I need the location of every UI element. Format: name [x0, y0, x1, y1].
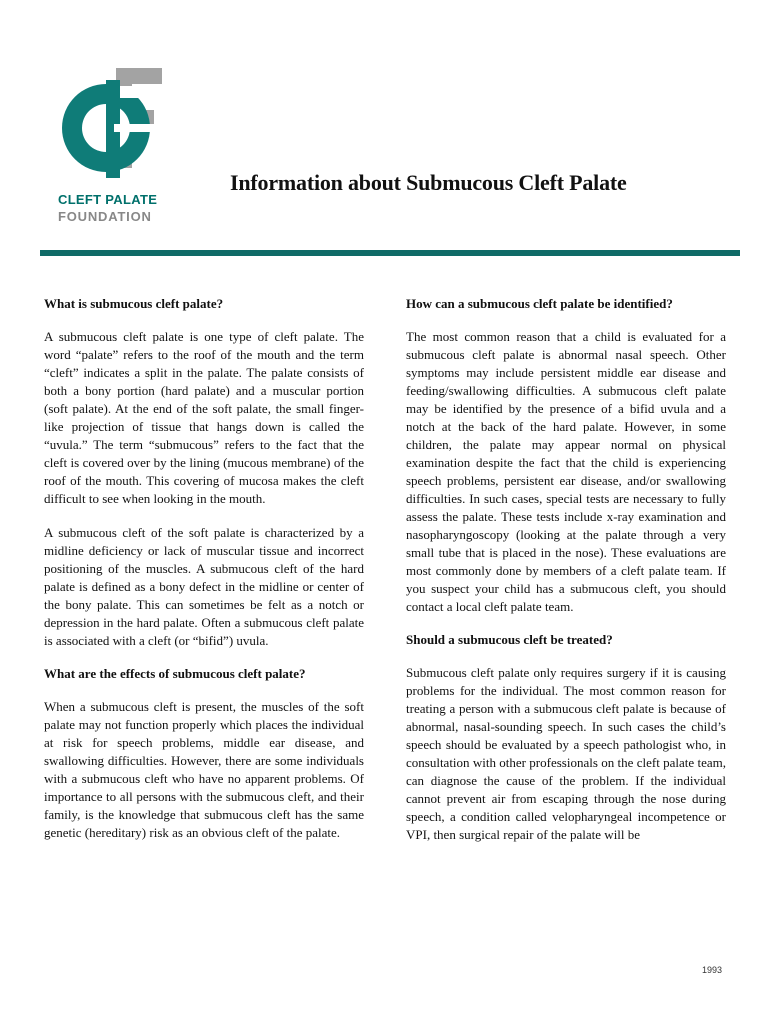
- paragraph-characteristics: A submucous cleft of the soft palate is characterized by a midline deficiency or lack of muscular tissue and incorrect positioning of the muscles. A submucous cleft of the hard palate is defined as a bony defect in the midline or center of the bony palate. This can sometimes be felt as a notch or depression in the hard palate. Often a submucous cleft palate is associated with a cleft (or “bifid”) uvula.: [44, 525, 364, 648]
- right-column: [406, 296, 726, 860]
- header-divider: [40, 250, 740, 256]
- section-heading-treatment: Should a submucous cleft be treated?: [406, 632, 613, 647]
- paragraph-effects: When a submucous cleft is present, the muscles of the soft palate may not function properly which places the individual at risk for speech problems, middle ear disease, and swallowing difficulties. However, there are some individuals with a submucous cleft who have no apparent problems. Of importance to all persons with the submucous cleft, and their family, is the knowledge that submucous cleft has the same genetic (hereditary) risk as an obvious cleft of the palate.: [44, 699, 364, 840]
- paragraph-definition: A submucous cleft palate is one type of cleft palate. The word “palate” refers to the roof of the mouth and the term “cleft” indicates a split in the palate. The palate consists of both a bony portion (hard palate) and a muscular portion (soft palate). At the end of the soft palate, the small finger-like projection of tissue that hangs down is called the “uvula.” The term “submucous” refers to the fact that the cleft is covered over by the lining (mucous membrane) of the roof of the mouth. This covering of mucosa makes the cleft difficult to see when looking in the mouth.: [44, 329, 364, 506]
- logo-mark-icon: [58, 66, 166, 186]
- paragraph-treatment: Submucous cleft palate only requires surgery if it is causing problems for the individual. The most common reason for treating a person with a submucous cleft palate is because of abnormal, nasal-sounding speech. In such cases the child’s speech should be evaluated by a speech pathologist who, in consultation with other professionals on the cleft palate team, can diagnose the cause of the problem. If the individual cannot prevent air from escaping through the nose during speech, a condition called velopharyngeal incompetence or VPI, then surgical repair of the palate will be: [406, 665, 726, 842]
- paragraph-identification: The most common reason that a child is evaluated for a submucous cleft palate is abnormal nasal speech. Other symptoms may include persistent middle ear disease and feeding/swallowing difficulties. A submucous cleft palate may be identified by the presence of a bifid uvula and a notch at the back of the hard palate. However, in some children, the palate may appear normal on physical examination despite the fact that the child is experiencing speech problems, persistent ear disease, and/or swallowing difficulties. In such cases, special tests are necessary to fully assess the palate. These tests include x-ray examination and nasopharyngoscopy (looking at the palate through a very small tube that is placed in the nose). These evaluations are most commonly done by members of a cleft palate team. If you suspect your child has a submucous cleft, you should contact a local cleft palate team.: [406, 329, 726, 614]
- section-heading-identification: How can a submucous cleft palate be identified?: [406, 296, 673, 311]
- left-column: [44, 296, 364, 858]
- page-title: Information about Submucous Cleft Palate: [230, 170, 627, 195]
- logo-text-line2: FOUNDATION: [58, 209, 152, 224]
- section-heading-what-is: What is submucous cleft palate?: [44, 296, 224, 311]
- footer-year: 1993: [701, 965, 722, 975]
- logo-text-line1: CLEFT PALATE: [58, 192, 158, 207]
- section-heading-effects: What are the effects of submucous cleft palate?: [44, 666, 306, 681]
- cleft-palate-foundation-logo: [58, 66, 170, 224]
